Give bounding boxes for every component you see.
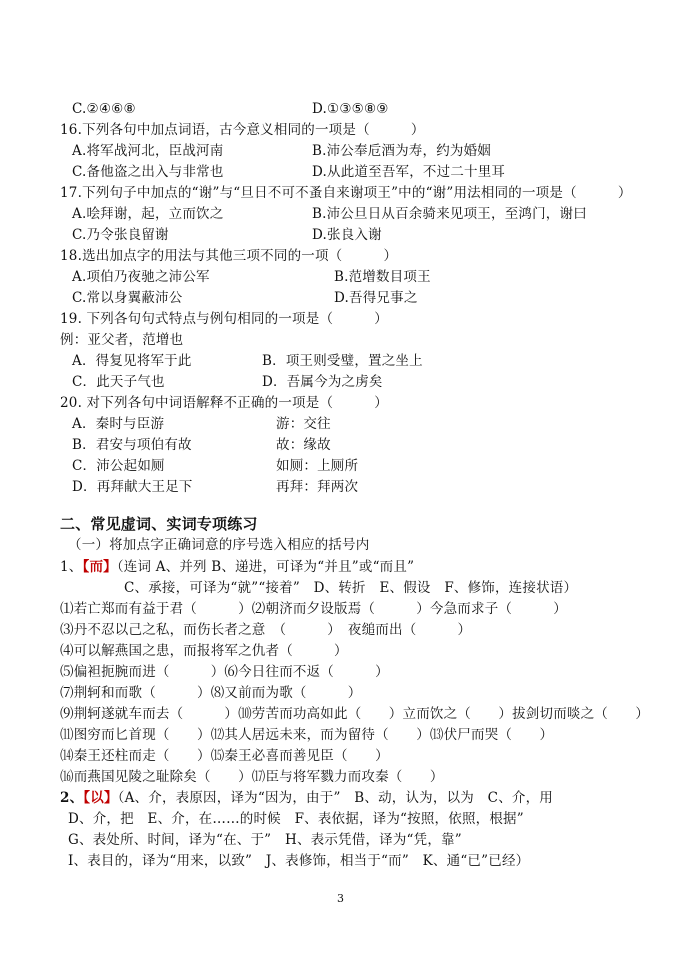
q16-option-a: A.将军战河北，臣战河南 [72,143,224,159]
q20-gloss-a: 游：交往 [276,416,331,432]
q16-option-c: C.备他盗之出入与非常也 [72,164,224,180]
er-sentence-8: ⒁秦王还柱而走（ ）⒂秦王必喜而善见臣（ ） [60,748,389,764]
q20-option-d: D．再拜献大王足下 [72,479,193,495]
q17-option-a: A.哙拜谢，起，立而饮之 [72,206,224,222]
er-sentence-9: ⒃而燕国见陵之耻除矣（ ）⒄臣与将军戮力而攻秦（ ） [60,769,444,785]
q18-option-a: A.项伯乃夜驰之沛公军 [72,269,210,285]
yi-def1: （A、介，表原因，译为“因为，由于” B、动，认为，以为 C、介，用 [117,790,554,806]
er-def2: C、承接，可译为“就”“接着” D、转折 E、假设 F、修饰，连接状语） [124,580,578,596]
page-number: 3 [337,892,344,905]
q15-option-d: D.①③⑤⑧⑨ [312,101,389,117]
q19-option-d: D．吾属今为之虏矣 [262,374,383,390]
yi-definition-line-1 [60,789,553,807]
subsection-title: （一）将加点字正确词意的序号选入相应的括号内 [68,537,370,553]
q15-option-c: C.②④⑥⑧ [72,101,136,117]
q20-option-c: C．沛公起如厕 [72,458,165,474]
yi-def4: I、表目的，译为“用来，以致” J、表修饰，相当于“而” K、通“已”已经） [68,853,530,869]
q18-option-d: D.吾得兄事之 [334,290,418,306]
q18-option-c: C.常以身翼蔽沛公 [72,290,183,306]
q19-stem: 19. 下列各句句式特点与例句相同的一项是（ ） [60,311,388,327]
yi-keyword: 【以】 [83,790,118,806]
er-sentence-1: ⑴若亡郑而有益于君（ ）⑵朝济而夕设版焉（ ）今急而求子（ ） [60,601,567,617]
er-keyword: 【而】 [82,559,117,575]
q20-option-b: B．君安与项伯有故 [72,437,192,453]
q16-option-b: B.沛公奉卮酒为寿，约为婚姻 [312,143,492,159]
er-sentence-4: ⑸偏袒扼腕而进（ ）⑹今日往而不返（ ） [60,664,389,680]
er-number: 1、 [60,559,83,575]
section-title: 二、常见虚词、实词专项练习 [60,515,258,533]
q20-gloss-d: 再拜：拜两次 [276,479,359,495]
yi-def2: D、介，把 E、介，在……的时候 F、表依据，译为“按照，依照，根据” [68,811,524,827]
q18-stem: 18.选出加点字的用法与其他三项不同的一项（ ） [60,248,398,264]
q19-example: 例：亚父者，范增也 [60,332,184,348]
q17-option-d: D.张良入谢 [312,227,382,243]
q19-option-c: C．此天子气也 [72,374,165,390]
er-definition-line-1 [60,558,414,576]
q19-option-a: A．得复见将军于此 [72,353,192,369]
er-sentence-6: ⑼荆轲遂就车而去（ ）⑽劳苦而功高如此（ ）立而饮之（ ）拔剑切而啖之（ ） [60,706,650,722]
q19-option-b: B．项王则受璧，置之坐上 [262,353,423,369]
er-sentence-5: ⑺荆轲和而歌（ ）⑻又前而为歌（ ） [60,685,362,701]
q18-option-b: B.范增数目项王 [334,269,431,285]
q20-gloss-c: 如厕：上厕所 [276,458,359,474]
er-sentence-7: ⑾图穷而匕首现（ ）⑿其人居远未来，而为留待（ ）⒀伏尸而哭（ ） [60,727,554,743]
yi-def3: G、表处所、时间，译为“在、于” H、表示凭借，译为“凭，靠” [68,832,462,848]
q17-option-b: B.沛公旦日从百余骑来见项王，至鸿门，谢曰 [312,206,587,222]
q16-stem: 16.下列各句中加点词语，古今意义相同的一项是（ ） [60,122,425,138]
q17-stem: 17.下列句子中加点的“谢”与“旦日不可不蚤自来谢项王”中的“谢”用法相同的一项是（ ） [60,185,632,201]
er-def1: （连词 A、并列 B、递进，可译为“并且”或“而且” [116,559,415,575]
er-sentence-3: ⑷可以解燕国之患，而报将军之仇者（ ） [60,643,348,659]
q20-option-a: A．秦时与臣游 [72,416,165,432]
q17-option-c: C.乃令张良留谢 [72,227,169,243]
er-sentence-2: ⑶丹不忍以己之私，而伤长者之意 （ ） 夜缒而出（ ） [60,622,472,638]
q16-option-d: D.从此道至吾军，不过二十里耳 [312,164,506,180]
q20-gloss-b: 故：缘故 [276,437,331,453]
q20-stem: 20. 对下列各句中词语解释不正确的一项是（ ） [60,395,388,411]
yi-number: 2、 [60,790,84,806]
